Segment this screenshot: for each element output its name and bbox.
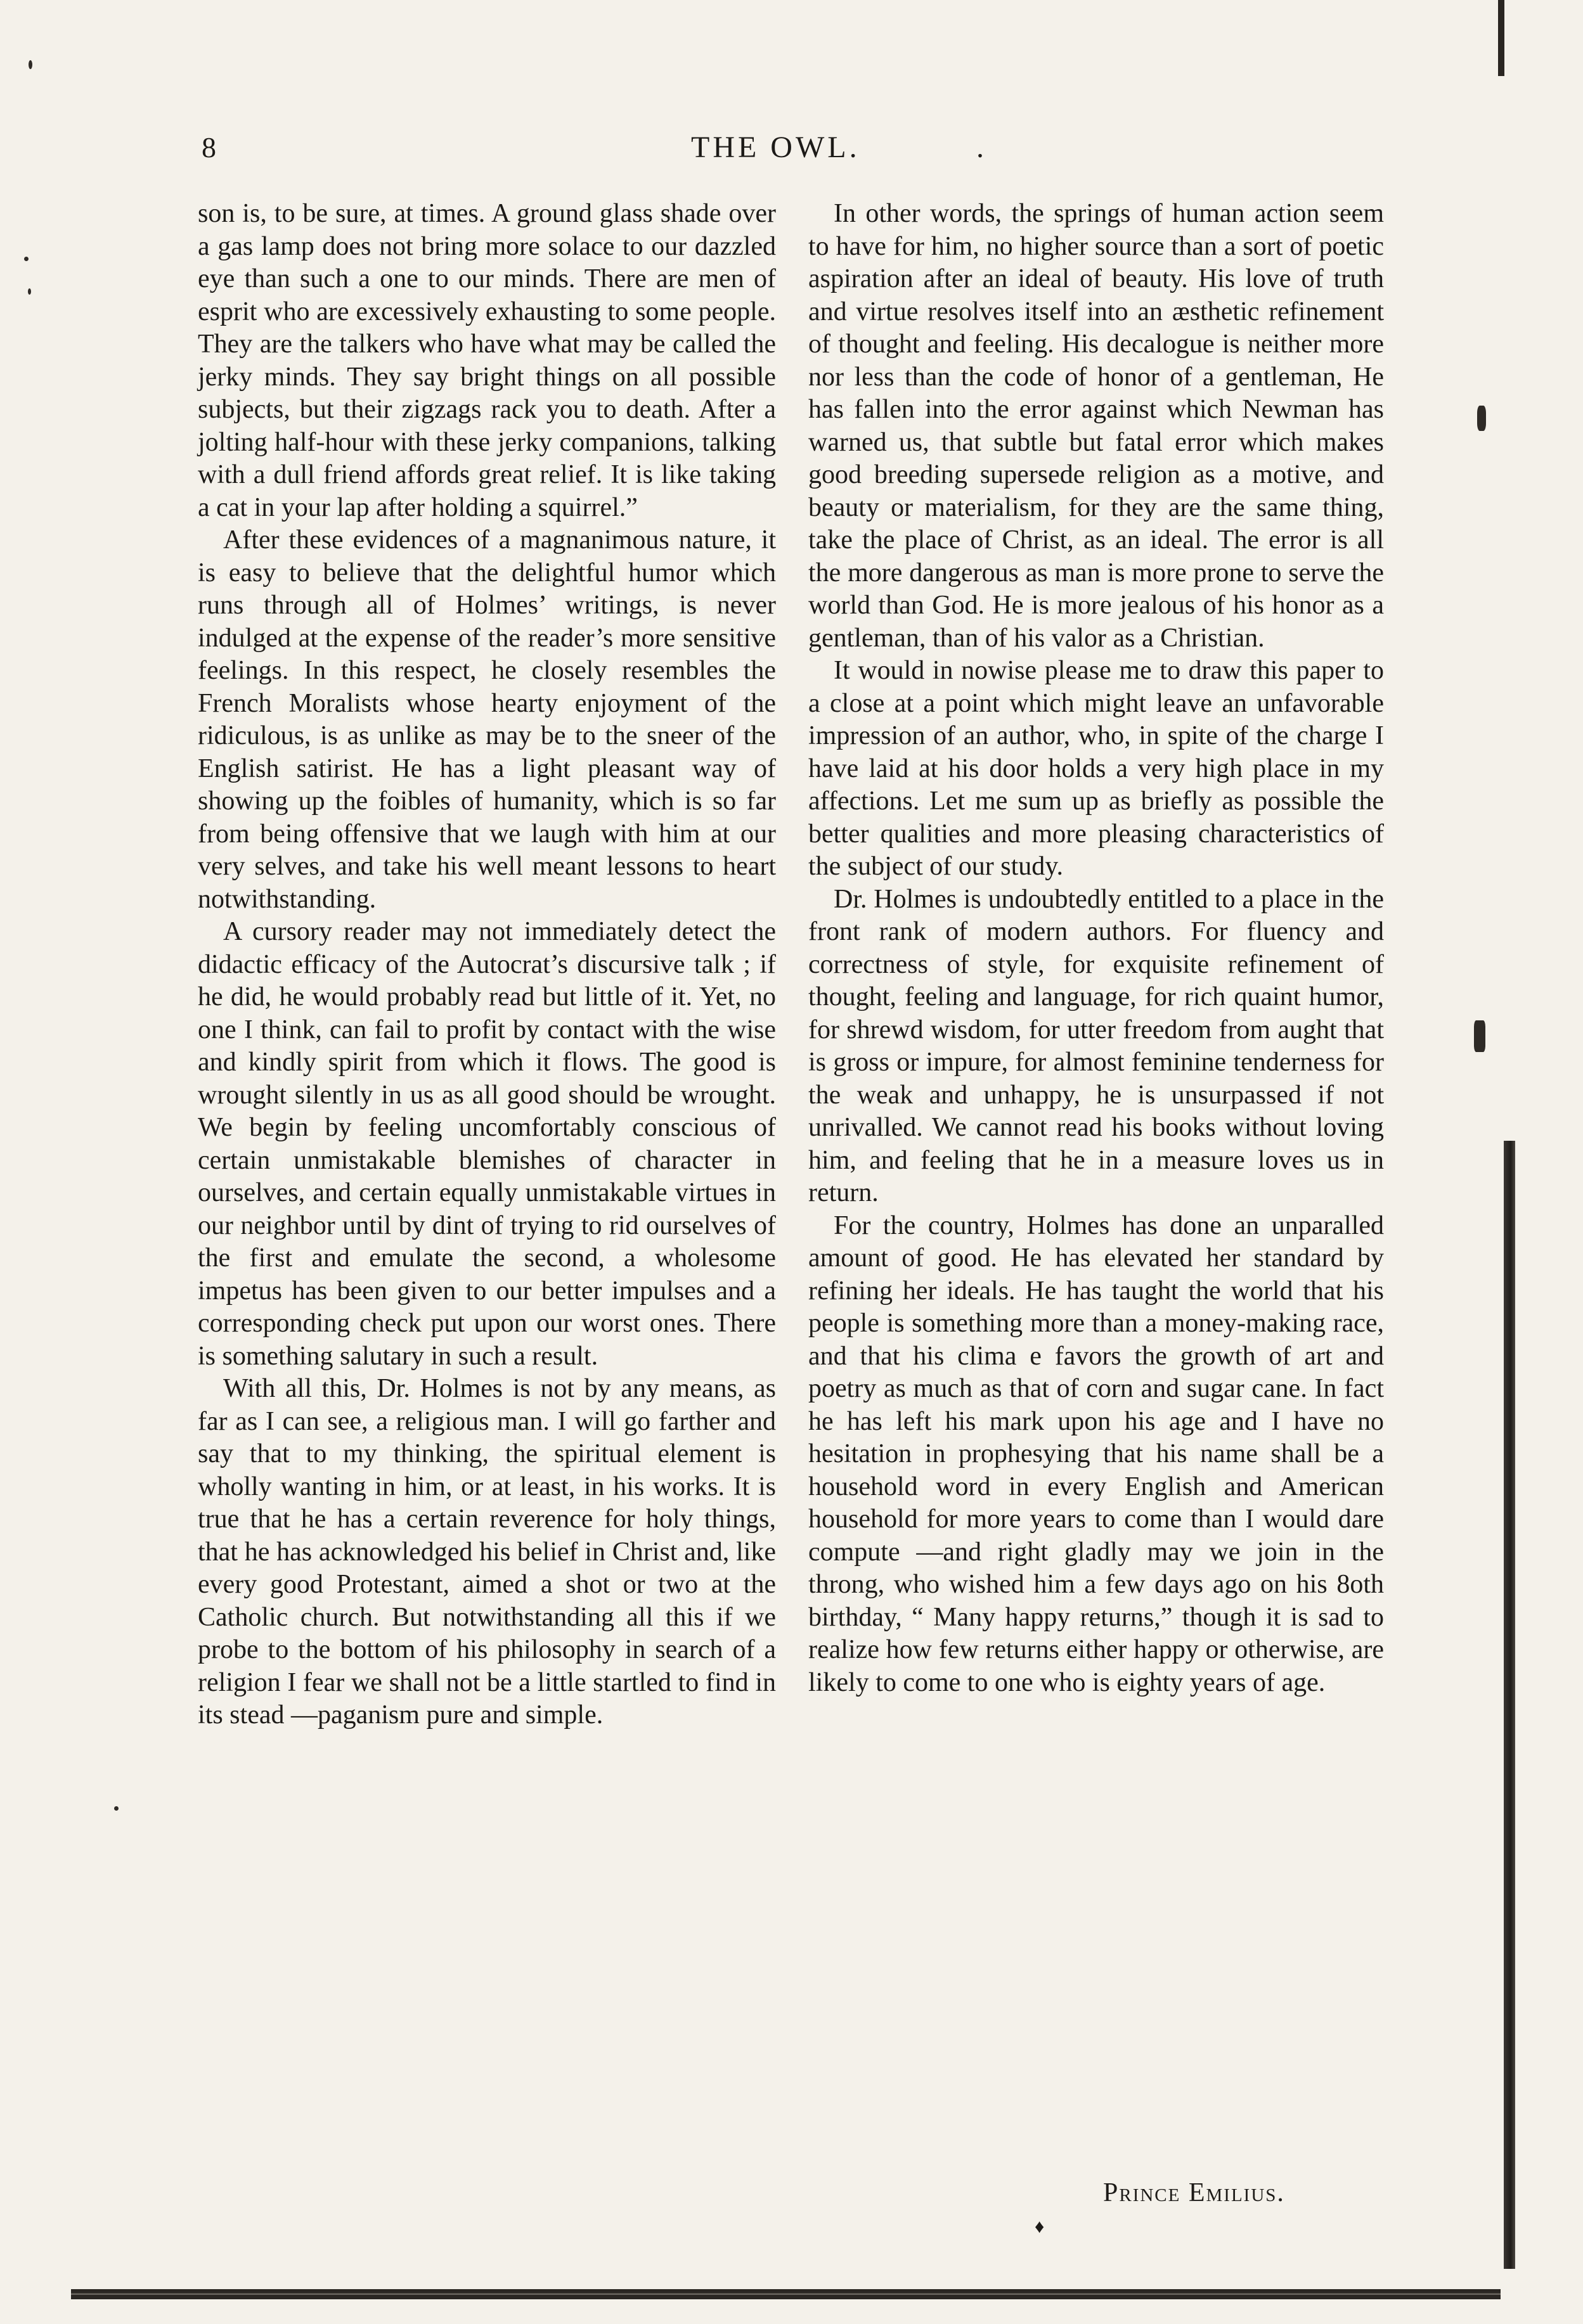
scan-speck — [28, 288, 31, 295]
header-mark: . — [976, 131, 984, 164]
paragraph: Dr. Holmes is undoubtedly entitled to a place in the front rank of modern authors. For fluency and correctness of style, for exquisite refinement of thought, feeling and language, for rich quaint humor, for shrewd wisdom, for utter freedom from aught that is gross or impure, for almost feminine tenderness for the weak and unhappy, he is unsurpassed if not unrivalled. We cannot read his books without loving him, and feeling that he in a measure loves us in return. — [808, 884, 1384, 1207]
scan-speck — [1477, 406, 1486, 431]
paragraph: After these evidences of a magnanimous nature, it is easy to believe that the delightful humor which runs through all of Holmes’ writings, is never indulged at the expense of the reader’s more sensitive feelings. In this respect, he closely resembles the French Moralists whose hearty enjoyment of the ridiculous, is as unlike as may be to the sneer of the English satirist. He has a light pleasant way of showing up the foibles of humanity, which is so far from being offensive that we laugh with him at our very selves, and take his well meant lessons to heart notwithstanding. — [198, 525, 776, 914]
masthead-title: THE OWL. — [691, 131, 860, 164]
scan-speck — [24, 257, 29, 261]
paragraph: It would in nowise please me to draw this paper to a close at a point which might leave an unfavorable impression of an author, who, in spite of the charge I have laid at his door holds a very high place in my affections. Let me sum up as briefly as possible the better qualities and more pleasing characteristics of the subject of our study. — [808, 656, 1384, 881]
page-number: 8 — [202, 131, 216, 164]
paragraph: son is, to be sure, at times. A ground glass shade over a gas lamp does not bring more solace to our dazzled eye than such a one to our minds. There are men of esprit who are excessively exhausting to some people. They are the talkers who have what may be called the jerky minds. They say bright things on all possible subjects, but their zigzags rack you to death. After a jolting half-hour with these jerky companions, talking with a dull friend affords great relief. It is like taking a cat in your lap after holding a squirrel.” — [198, 199, 776, 522]
right-column — [808, 198, 1384, 1699]
page-edge-mark — [1498, 0, 1504, 76]
bottom-rule — [71, 2289, 1501, 2299]
paragraph: For the country, Holmes has done an unparalled amount of good. He has elevated her standard by refining her ideals. He has taught the world that his people is something more than a money-making race, and that his clima e favors the growth of art and poetry as much as that of corn and sugar cane. In fact he has left his mark upon his age and I have no hesitation in prophesying that his name shall be a household word in every English and American household for more years to come than I would dare compute —and right gladly may we join in the throng, who wished him a few days ago on his 8oth birthday, “ Many happy returns,” though it is sad to realize how few returns either happy or otherwise, are likely to come to one who is eighty years of age. — [808, 1210, 1384, 1697]
scan-speck — [1474, 1020, 1485, 1052]
ornament-icon: ♦ — [1035, 2216, 1045, 2237]
paragraph: With all this, Dr. Holmes is not by any means, as far as I can see, a religious man. I will go farther and say that to my thinking, the spiritual element is wholly wanting in him, or at least, in his works. It is true that he has a certain reverence for holy things, that he has acknowledged his belief in Christ and, like every good Protestant, aimed a shot or two at the Catholic church. But notwithstanding all this if we probe to the bottom of his philosophy in search of a religion I fear we shall not be a little startled to find in its stead —paganism pure and simple. — [198, 1374, 776, 1730]
paragraph: In other words, the springs of human action seem to have for him, no higher source than a sort of poetic aspiration after an ideal of beauty. His love of truth and virtue resolves itself into an æsthetic refinement of thought and feeling. His decalogue is neither more nor less than the code of honor of a gentleman, He has fallen into the error against which Newman has warned us, that subtle but fatal error which makes good breeding supersede religion as a motive, and beauty or materialism, for they are the same thing, take the place of Christ, as an ideal. The error is all the more dangerous as man is more prone to serve the world than God. He is more jealous of his honor as a gentleman, than of his valor as a Christian. — [808, 199, 1384, 653]
author-signature: Prince Emilius. — [1103, 2178, 1285, 2207]
page-edge-shadow — [1504, 1141, 1515, 2269]
scan-speck — [114, 1806, 119, 1811]
scan-speck — [29, 60, 32, 69]
left-column — [198, 198, 776, 1732]
paragraph: A cursory reader may not immediately detect the didactic efficacy of the Autocrat’s discursive talk ; if he did, he would probably read but little of it. Yet, no one I think, can fail to profit by contact with the wise and kindly spirit from which it flows. The good is wrought silently in us as all good should be wrought. We begin by feeling uncomfortably conscious of certain unmistakable blemishes of character in ourselves, and certain equally unmistakable virtues in our neighbor until by dint of trying to rid ourselves of the first and emulate the second, a wholesome impetus has been given to our better impulses and a corresponding check put upon our worst ones. There is something salutary in such a result. — [198, 917, 776, 1371]
